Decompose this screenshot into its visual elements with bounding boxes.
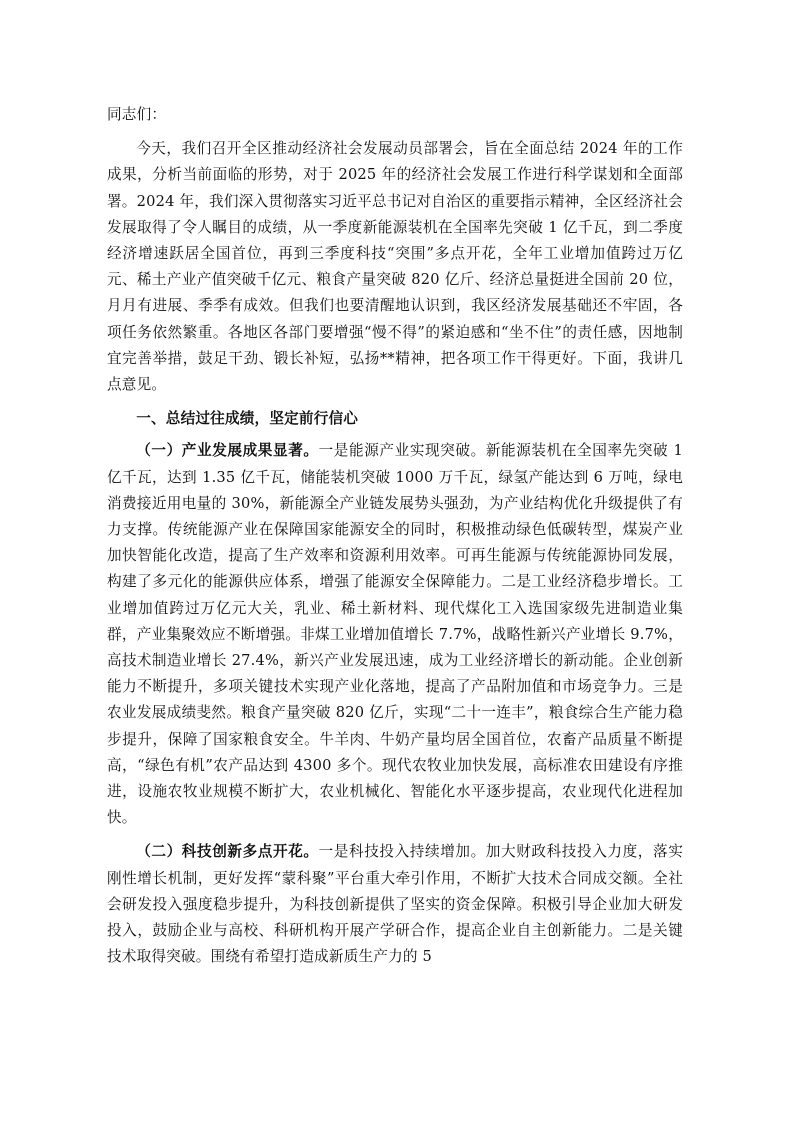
subsection-body-2: 一是科技投入持续增加。加大财政科技投入力度，落实刚性增长机制，更好发挥“蒙科聚”平台重大牵引作用，不断扩大技术合同成交额。全社会研发投入强度稳步提升，为科技创新提供了坚实的资金保障。积极引导企业加大研发投入，鼓励企业与高校、科研机构开展产学研合作，提高企业自主创新能力。二是关键技术取得突破。围绕有希望打造成新质生产力的 5	[107, 843, 683, 966]
intro-paragraph: 今天，我们召开全区推动经济社会发展动员部署会，旨在全面总结 2024 年的工作成果，分析当前面临的形势，对于 2025 年的经济社会发展工作进行科学谋划和全面部署。2024 年，我们深入贯彻落实习近平总书记对自治区的重要指示精神，全区经济社会发展取得了令人瞩目的成绩，从一季度新能源装机在全国率先突破 1 亿千瓦，到二季度经济增速跃居全国首位，再到三季度科技“突围”多点开花，全年工业增加值跨过万亿元、稀土产业产值突破千亿元、粮食产量突破 820 亿斤、经济总量挺进全国前 20 位，月月有进展、季季有成效。但我们也要清醒地认识到，我区经济发展基础还不牢固，各项任务依然繁重。各地区各部门要增强“慢不得”的紧迫感和“坐不住”的责任感，因地制宜完善举措，鼓足干劲、锻长补短，弘扬**精神，把各项工作干得更好。下面，我讲几点意见。	[107, 140, 683, 394]
salutation: 同志们：	[107, 106, 167, 123]
subsection-paragraph-2	[107, 839, 683, 970]
subsection-paragraph-1	[107, 438, 683, 831]
subsection-title-1: （一）产业发展成果显著。	[136, 442, 319, 460]
subsection-body-1: 一是能源产业实现突破。新能源装机在全国率先突破 1 亿千瓦，达到 1.35 亿千瓦，储能装机突破 1000 万千瓦，绿氢产能达到 6 万吨，绿电消费接近用电量的 30%，新能源全产业链发展势头强劲，为产业结构优化升级提供了有力支撑。传统能源产业在保障国家能源安全的同时，积极推动绿色低碳转型，煤炭产业加快智能化改造，提高了生产效率和资源利用效率。可再生能源与传统能源协同发展，构建了多元化的能源供应体系，增强了能源安全保障能力。二是工业经济稳步增长。工业增加值跨过万亿元大关，乳业、稀土新材料、现代煤化工入选国家级先进制造业集群，产业集聚效应不断增强。非煤工业增加值增长 7.7%，战略性新兴产业增长 9.7%，高技术制造业增长 27.4%，新兴产业发展迅速，成为工业经济增长的新动能。企业创新能力不断提升，多项关键技术实现产业化落地，提高了产品附加值和市场竞争力。三是农业发展成绩斐然。粮食产量突破 820 亿斤，实现“二十一连丰”，粮食综合生产能力稳步提升，保障了国家粮食安全。牛羊肉、牛奶产量均居全国首位，农畜产品质量不断提高，“绿色有机”农产品达到 4300 多个。现代农牧业加快发展，高标准农田建设有序推进，设施农牧业规模不断扩大，农业机械化、智能化水平逐步提高，农业现代化进程加快。	[107, 442, 683, 827]
document-body	[107, 102, 683, 979]
section-heading: 一、总结过往成绩，坚定前行信心	[136, 410, 359, 428]
subsection-title-2: （二）科技创新多点开花。	[136, 843, 319, 861]
